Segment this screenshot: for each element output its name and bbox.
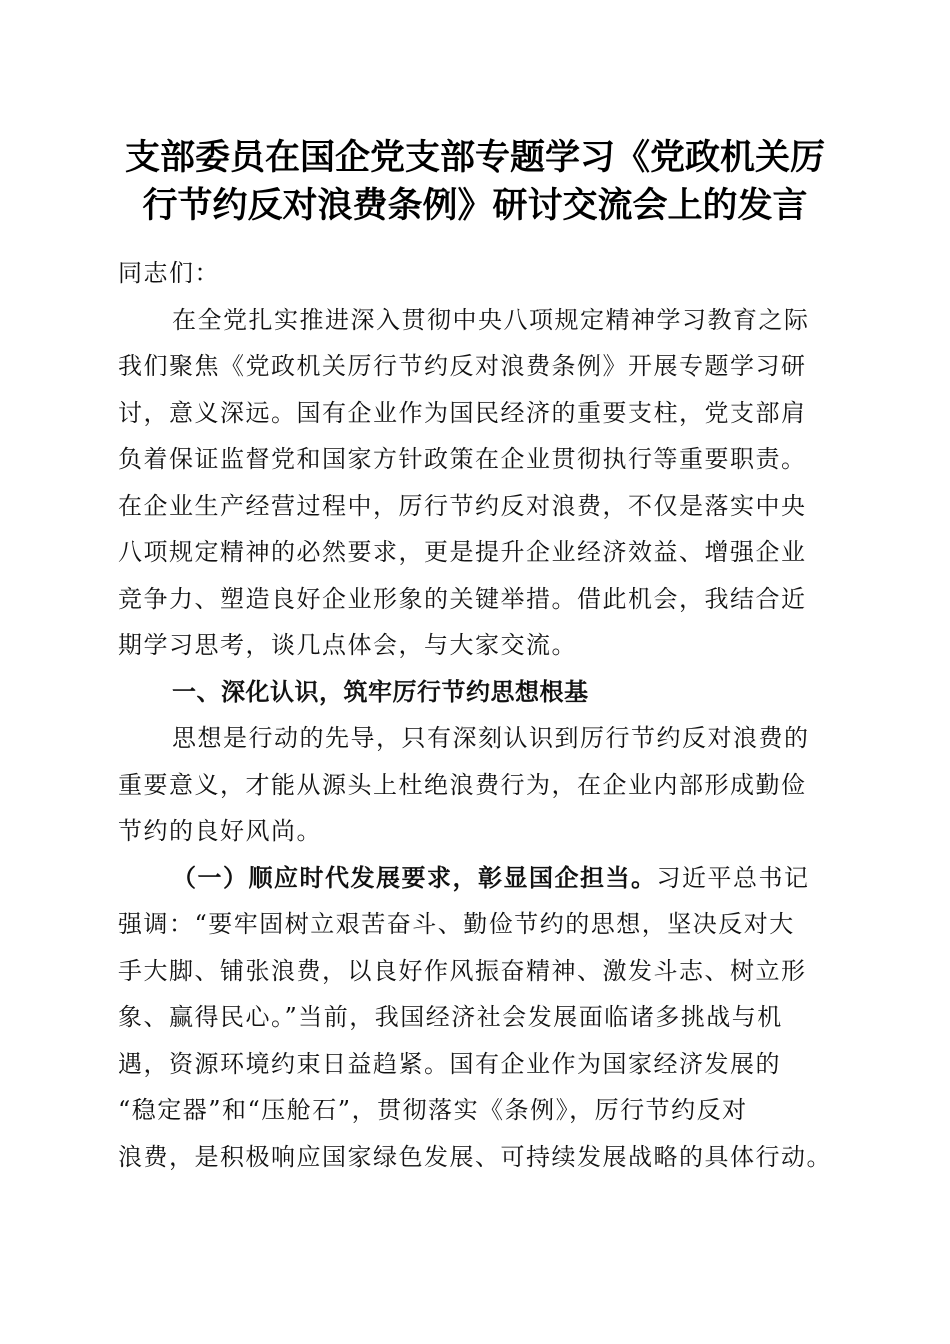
paragraph-line bbox=[118, 855, 830, 902]
paragraph-line: 重要意义，才能从源头上杜绝浪费行为，在企业内部形成勤俭 bbox=[118, 770, 807, 799]
salutation: 同志们： bbox=[118, 259, 220, 287]
paragraph-line: 遇，资源环境约束日益趋紧。国有企业作为国家经济发展的 bbox=[118, 1049, 781, 1078]
paragraph-line: “稳定器”和“压舱石”，贯彻落实《条例》，厉行节约反对 bbox=[118, 1096, 748, 1124]
paragraph-line: 期学习思考，谈几点体会，与大家交流。 bbox=[118, 631, 577, 659]
document-title bbox=[60, 134, 890, 230]
section-heading: 一、深化认识，筑牢厉行节约思想根基 bbox=[172, 677, 589, 706]
paragraph-line: 我们聚焦《党政机关厉行节约反对浪费条例》开展专题学习研 bbox=[118, 352, 807, 380]
paragraph-line: 浪费，是积极响应国家绿色发展、可持续发展战略的具体行动。 bbox=[118, 1142, 832, 1171]
paragraph-line: 八项规定精神的必然要求，更是提升企业经济效益、增强企业 bbox=[118, 538, 807, 566]
document-body bbox=[118, 250, 830, 1180]
subsection-heading: （一）顺应时代发展要求，彰显国企担当。 bbox=[172, 862, 657, 892]
paragraph-line: 负着保证监督党和国家方针政策在企业贯彻执行等重要职责。 bbox=[118, 445, 807, 473]
paragraph-line: 节约的良好风尚。 bbox=[118, 817, 322, 845]
paragraph-line: 在全党扎实推进深入贯彻中央八项规定精神学习教育之际 bbox=[172, 305, 810, 334]
paragraph-line: 讨，意义深远。国有企业作为国民经济的重要支柱，党支部肩 bbox=[118, 398, 807, 427]
title-line: 支部委员在国企党支部专题学习《党政机关厉 bbox=[124, 137, 825, 178]
paragraph-intro bbox=[118, 297, 830, 669]
paragraph-line: 思想是行动的先导，只有深刻认识到厉行节约反对浪费的 bbox=[172, 724, 810, 752]
paragraph-line: 强调：“要牢固树立艰苦奋斗、勤俭节约的思想，坚决反对大 bbox=[118, 910, 795, 938]
paragraph-line: 象、赢得民心。”当前，我国经济社会发展面临诸多挑战与机 bbox=[118, 1003, 783, 1031]
paragraph-line: 在企业生产经营过程中，厉行节约反对浪费，不仅是落实中央 bbox=[118, 491, 807, 520]
paragraph-section-intro bbox=[118, 715, 830, 855]
paragraph-line: 竞争力、塑造良好企业形象的关键举措。借此机会，我结合近 bbox=[118, 584, 807, 613]
paragraph-line: 手大脚、铺张浪费，以良好作风振奋精神、激发斗志、树立形 bbox=[118, 956, 807, 985]
subsection-text: 习近平总书记 bbox=[656, 863, 810, 892]
paragraph-subsection bbox=[118, 855, 830, 1181]
title-line: 行节约反对浪费条例》研讨交流会上的发言 bbox=[142, 185, 808, 226]
